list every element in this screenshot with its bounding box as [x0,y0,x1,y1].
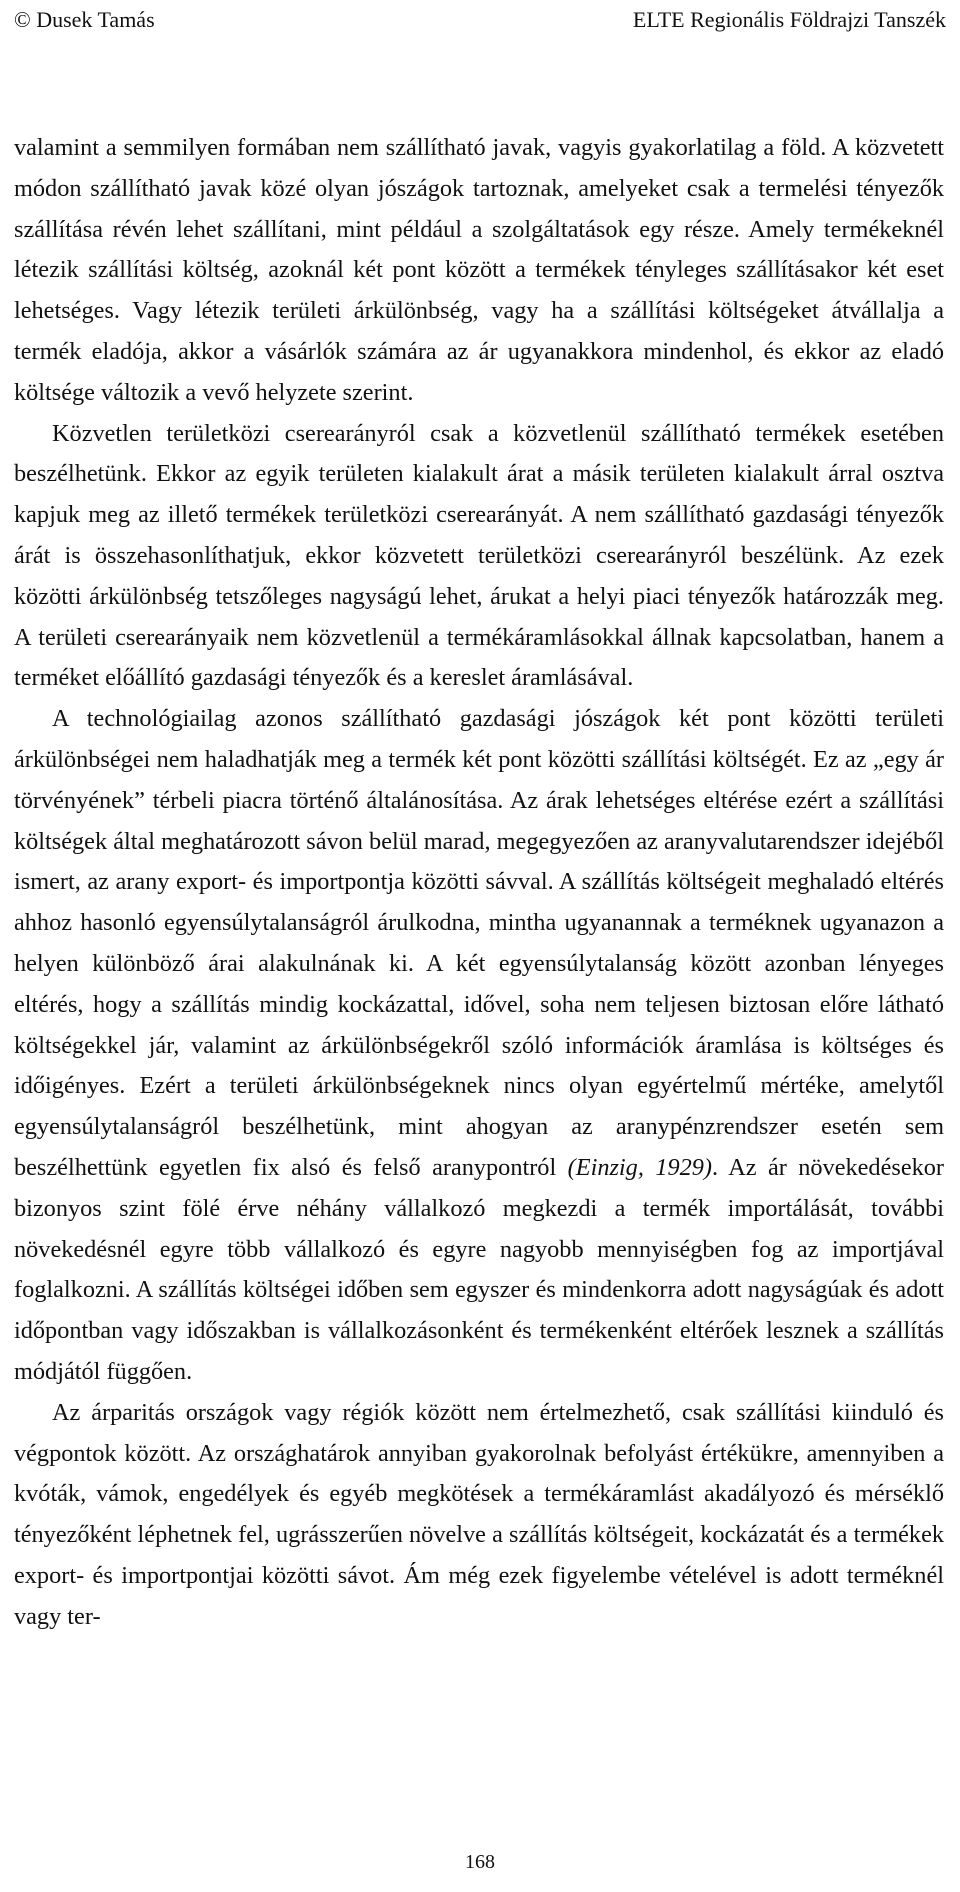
running-header [14,6,946,36]
paragraph-3-text-after: . Az ár növekedésekor bizonyos szint fölé érve néhány vállalkozó megkezdi a termék importálását, további növekedésnél egyre több vállalkozó és egyre nagyobb mennyiségben fog az importjával foglalkozni. A szállítás költségei időben sem egyszer és mindenkorra adott nagyságúak és adott időpontban vagy időszakban is vállalkozásonként és termékenként eltérőek lesznek a szállítás módjától függően. [14,1153,944,1385]
header-institution: ELTE Regionális Földrajzi Tanszék [632,7,946,32]
paragraph-1: valamint a semmilyen formában nem szállítható javak, vagyis gyakorlatilag a föld. A közvetett módon szállítható javak közé olyan jószágok tartoznak, amelyeket csak a termelési tényezők szállítása révén lehet szállítani, mint például a szolgáltatások egy része. Amely termékeknél létezik szállítási költség, azoknál két pont között a termékek tényleges szállításakor két eset lehetséges. Vagy létezik területi árkülönbség, vagy ha a szállítási költségeket átvállalja a termék eladója, akkor a vásárlók számára az ár ugyanakkora mindenhol, és ekkor az eladó költsége változik a vevő helyzete szerint. [14,134,944,406]
paragraph-3 [14,699,944,1393]
paragraph-4: Az árparitás országok vagy régiók között nem értelmezhető, csak szállítási kiinduló és végpontok között. Az országhatárok annyiban gyakorolnak befolyást értékükre, amennyiben a kvóták, vámok, engedélyek és egyéb megkötések a termékáramlást akadályozó és mérséklő tényezőként léphetnek fel, ugrásszerűen növelve a szállítás költségeit, kockázatát és a termékek export- és importpontjai közötti sávot. Ám még ezek figyelembe vételével is adott terméknél vagy ter- [14,1398,944,1630]
page-number: 168 [465,1851,495,1873]
paragraph-2: Közvetlen területközi cserearányról csak a közvetlenül szállítható termékek esetében beszélhetünk. Ekkor az egyik területen kialakult árat a másik területen kialakult árral osztva kapjuk meg az illető termékek területközi cserearányát. A nem szállítható gazdasági tényezők árát is összehasonlíthatjuk, ekkor közvetett területközi cserearányról beszélünk. Az ezek közötti árkülönbség tetszőleges nagyságú lehet, árukat a helyi piaci tényezők határozzák meg. A területi cserearányaik nem közvetlenül a termékáramlásokkal állnak kapcsolatban, hanem a terméket előállító gazdasági tényezők és a kereslet áramlásával. [14,419,944,692]
header-author: © Dusek Tamás [14,7,155,32]
body-text [14,128,944,1637]
paragraph-3-text-before: A technológiailag azonos szállítható gazdasági jószágok két pont közötti területi árkülönbségei nem haladhatják meg a termék két pont közötti szállítási költségét. Ez az „egy ár törvényének” térbeli piacra történő általánosítása. Az árak lehetséges eltérése ezért a szállítási költségek által meghatározott sávon belül marad, megegyezően az aranyvalutarendszer idejéből ismert, az arany export- és importpontja közötti sávval. A szállítás költségeit meghaladó eltérés ahhoz hasonló egyensúlytalanságról árulkodna, mintha ugyanannak a terméknek ugyanazon a helyen különböző árai alakulnának ki. A két egyensúlytalanság között azonban lényeges eltérés, hogy a szállítás mindig kockázattal, idővel, soha nem teljesen biztosan előre látható költségekkel jár, valamint az árkülönbségekről szóló információk áramlása is költséges és időigényes. Ezért a területi árkülönbségeknek nincs olyan egyértelmű mértéke, amelytől egyensúlytalanságról beszélhetünk, mint ahogyan az aranypénzrendszer esetén sem beszélhettünk egyetlen fix alsó és felső aranypontról [14,705,944,1181]
citation: (Einzig, 1929) [567,1153,713,1181]
